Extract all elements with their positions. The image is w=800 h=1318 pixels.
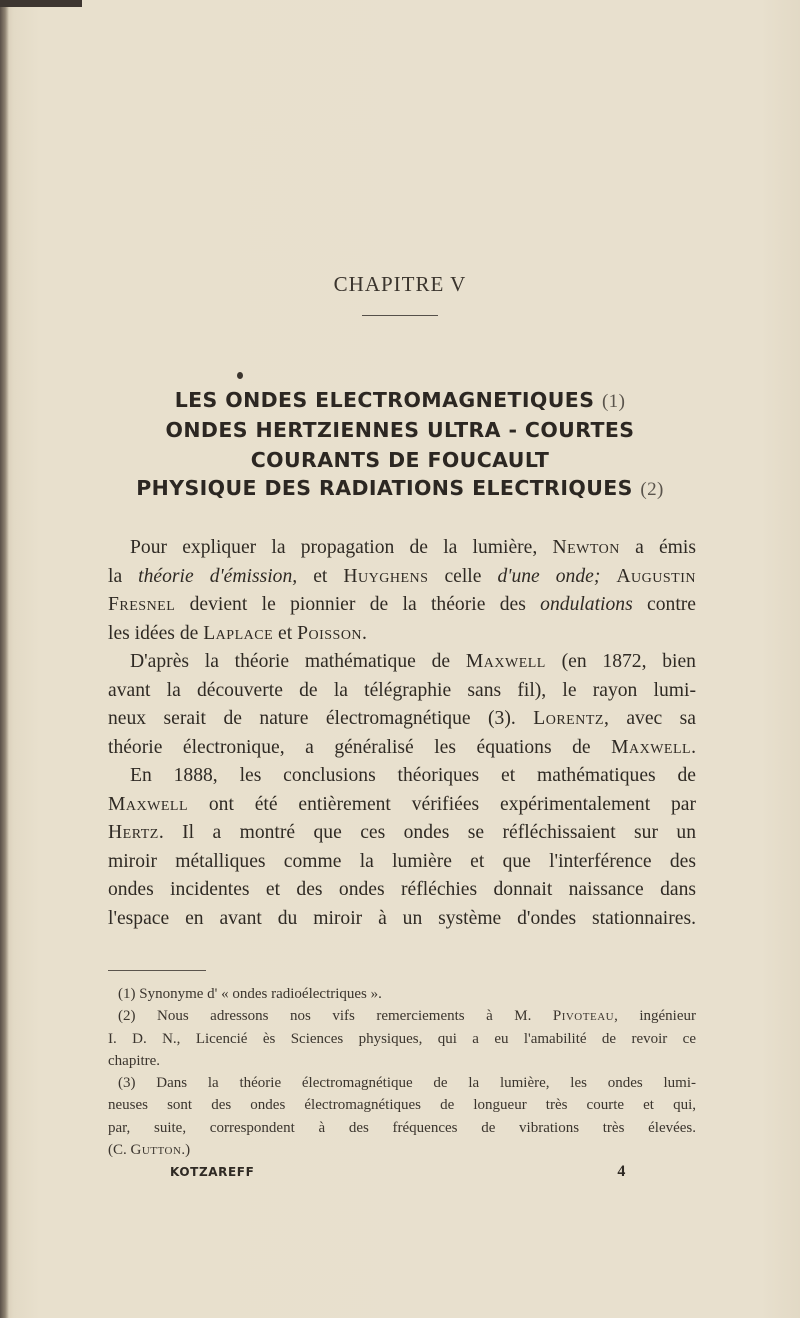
paragraph-1-line-4: les idées de Laplace et Poisson. xyxy=(108,622,367,644)
paragraph-3-line-2: Maxwell ont été entièrement vérifiées expérimentalement par xyxy=(108,793,696,815)
paragraph-3-line-5: ondes incidentes et des ondes réfléchies donnait naissance dans xyxy=(108,879,696,901)
title-line-2-text: ONDES HERTZIENNES ULTRA - COURTES xyxy=(165,418,635,442)
title-line-4-text: PHYSIQUE DES RADIATIONS ELECTRIQUES xyxy=(136,476,633,500)
footnote-separator xyxy=(108,970,206,971)
page-footer xyxy=(170,1165,626,1180)
binding-mark xyxy=(0,0,82,7)
footnote-2-line-2: I. D. N., Licencié ès Sciences physiques, qui a eu l'amabilité de revoir ce xyxy=(108,1030,696,1047)
footnote-3-line-2: neuses sont des ondes électromagnétiques de longueur très courte et qui, xyxy=(108,1097,696,1114)
title-line-2 xyxy=(0,418,800,442)
title-footnote-ref-2: (2) xyxy=(640,479,664,500)
footnote-3-line-3: par, suite, correspondent à des fréquences de vibrations très élevées. xyxy=(108,1119,696,1136)
paragraph-2 xyxy=(108,648,696,762)
footnote-2-line-1: (2) Nous adressons nos vifs remerciements à M. Pivoteau, ingénieur xyxy=(118,1008,696,1025)
paragraph-2-line-2: avant la découverte de la télégraphie sans fil), le rayon lumi- xyxy=(108,679,696,701)
paragraph-3 xyxy=(108,762,696,934)
ink-dot xyxy=(237,372,243,379)
printer-signature: KOTZAREFF xyxy=(170,1165,255,1179)
title-line-3-text: COURANTS DE FOUCAULT xyxy=(250,448,550,472)
chapter-heading: CHAPITRE V xyxy=(333,272,467,296)
paragraph-1-line-1: Pour expliquer la propagation de la lumière, Newton a émis xyxy=(130,537,696,558)
paragraph-2-line-3: neux serait de nature électromagnétique (3). Lorentz, avec sa xyxy=(108,708,697,730)
paragraph-1-line-3: Fresnel devient le pionnier de la théorie des ondulations contre xyxy=(108,594,696,616)
paragraph-3-line-6: l'espace en avant du miroir à un système d'ondes stationnaires. xyxy=(108,907,696,929)
page-number: 4 xyxy=(617,1163,626,1180)
title-footnote-ref-1: (1) xyxy=(601,391,626,412)
page-spine-shadow xyxy=(0,0,9,1318)
title-line-1 xyxy=(0,388,800,413)
title-line-3 xyxy=(0,448,800,472)
paragraph-1-line-2: la théorie d'émission, et Huyghens celle d'une onde; Augustin xyxy=(108,565,696,587)
paragraph-2-line-1: D'après la théorie mathématique de Maxwell (en 1872, bien xyxy=(130,651,696,672)
footnote-1: (1) Synonyme d' « ondes radioélectriques ». xyxy=(118,986,382,1002)
footnote-3-line-4: (C. Gutton.) xyxy=(108,1142,191,1159)
paragraph-2-line-4: théorie électronique, a généralisé les équations de Maxwell. xyxy=(108,736,696,758)
footnotes xyxy=(108,983,696,1161)
chapter-rule xyxy=(362,315,438,316)
paragraph-3-line-1: En 1888, les conclusions théoriques et mathématiques de xyxy=(130,765,696,786)
title-line-1-text: LES ONDES ELECTROMAGNETIQUES xyxy=(174,388,595,412)
footnote-2-line-3: chapitre. xyxy=(108,1052,161,1069)
paragraph-3-line-4: miroir métalliques comme la lumière et que l'interférence des xyxy=(108,850,696,872)
title-line-4 xyxy=(0,476,800,501)
footnote-3-line-1: (3) Dans la théorie électromagnétique de la lumière, les ondes lumi- xyxy=(118,1075,696,1092)
paragraph-1 xyxy=(108,534,696,648)
paragraph-3-line-3: Hertz. Il a montré que ces ondes se réfléchissaient sur un xyxy=(108,822,696,844)
